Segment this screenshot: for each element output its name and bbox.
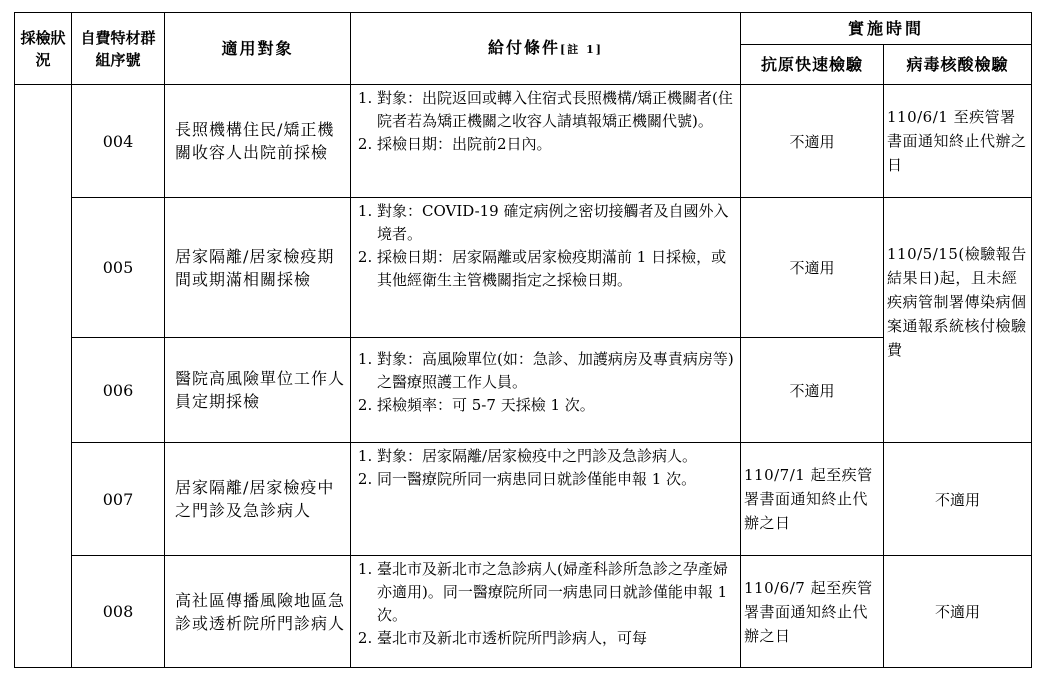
row-rapid: 110/7/1 起至疾管署書面通知終止代辦之日	[741, 443, 884, 556]
table-row	[15, 338, 1032, 443]
header-target: 適用對象	[165, 13, 351, 85]
header-rapid: 抗原快速檢驗	[741, 45, 884, 85]
row-conditions	[351, 85, 741, 198]
row-code: 006	[72, 338, 165, 443]
row-target: 高社區傳播風險地區急診或透析院所門診病人	[165, 556, 351, 668]
condition-item: 1. 對象：居家隔離/居家檢疫中之門診及急診病人。	[377, 445, 738, 468]
condition-item: 2. 臺北市及新北市透析院所門診病人，可每	[377, 627, 738, 650]
row-code: 007	[72, 443, 165, 556]
row-conditions	[351, 556, 741, 668]
header-conditions-note: [註 1]	[560, 42, 603, 56]
row-code: 004	[72, 85, 165, 198]
condition-item: 2. 採檢頻率：可 5-7 天採檢 1 次。	[377, 394, 738, 417]
condition-item: 1. 對象：高風險單位(如：急診、加護病房及專責病房等)之醫療照護工作人員。	[377, 348, 738, 394]
row-conditions	[351, 443, 741, 556]
header-status: 採檢狀況	[15, 13, 72, 85]
condition-item: 1. 對象：COVID-19 確定病例之密切接觸者及自國外入境者。	[377, 200, 738, 246]
condition-item: 2. 採檢日期：出院前2日內。	[377, 133, 738, 156]
condition-item: 2. 採檢日期：居家隔離或居家檢疫期滿前 1 日採檢，或其他經衛生主管機關指定之採檢日期。	[377, 246, 738, 292]
row-conditions	[351, 338, 741, 443]
status-cell	[15, 85, 72, 668]
condition-item: 2. 同一醫療院所同一病患同日就診僅能申報 1 次。	[377, 468, 738, 491]
condition-item: 1. 臺北市及新北市之急診病人(婦產科診所急診之孕產婦亦適用)。同一醫療院所同一病患同日就診僅能申報 1 次。	[377, 558, 738, 627]
header-group-code: 自費特材群組序號	[72, 13, 165, 85]
row-code: 008	[72, 556, 165, 668]
row-pcr: 110/6/1 至疾管署書面通知終止代辦之日	[884, 85, 1032, 198]
row-target: 居家隔離/居家檢疫期間或期滿相關採檢	[165, 198, 351, 338]
row-pcr: 不適用	[884, 556, 1032, 668]
row-code: 005	[72, 198, 165, 338]
row-rapid: 不適用	[741, 338, 884, 443]
row-target: 居家隔離/居家檢疫中之門診及急診病人	[165, 443, 351, 556]
row-pcr: 110/5/15(檢驗報告結果日)起，且未經疾病管制署傳染病個案通報系統核付檢驗費	[884, 198, 1032, 443]
table-row	[15, 556, 1032, 668]
table-row	[15, 443, 1032, 556]
table-row	[15, 85, 1032, 198]
row-target: 長照機構住民/矯正機關收容人出院前採檢	[165, 85, 351, 198]
testing-criteria-table	[14, 12, 1032, 668]
row-pcr: 不適用	[884, 443, 1032, 556]
row-rapid: 110/6/7 起至疾管署書面通知終止代辦之日	[741, 556, 884, 668]
header-conditions: 給付條件[註 1]	[351, 13, 741, 85]
condition-item: 1. 對象：出院返回或轉入住宿式長照機構/矯正機關者(住院者若為矯正機關之收容人請填報矯正機關代號)。	[377, 87, 738, 133]
header-period: 實施時間	[741, 13, 1032, 45]
table-row	[15, 198, 1032, 338]
header-pcr: 病毒核酸檢驗	[884, 45, 1032, 85]
row-conditions	[351, 198, 741, 338]
row-rapid: 不適用	[741, 198, 884, 338]
row-rapid: 不適用	[741, 85, 884, 198]
row-target: 醫院高風險單位工作人員定期採檢	[165, 338, 351, 443]
